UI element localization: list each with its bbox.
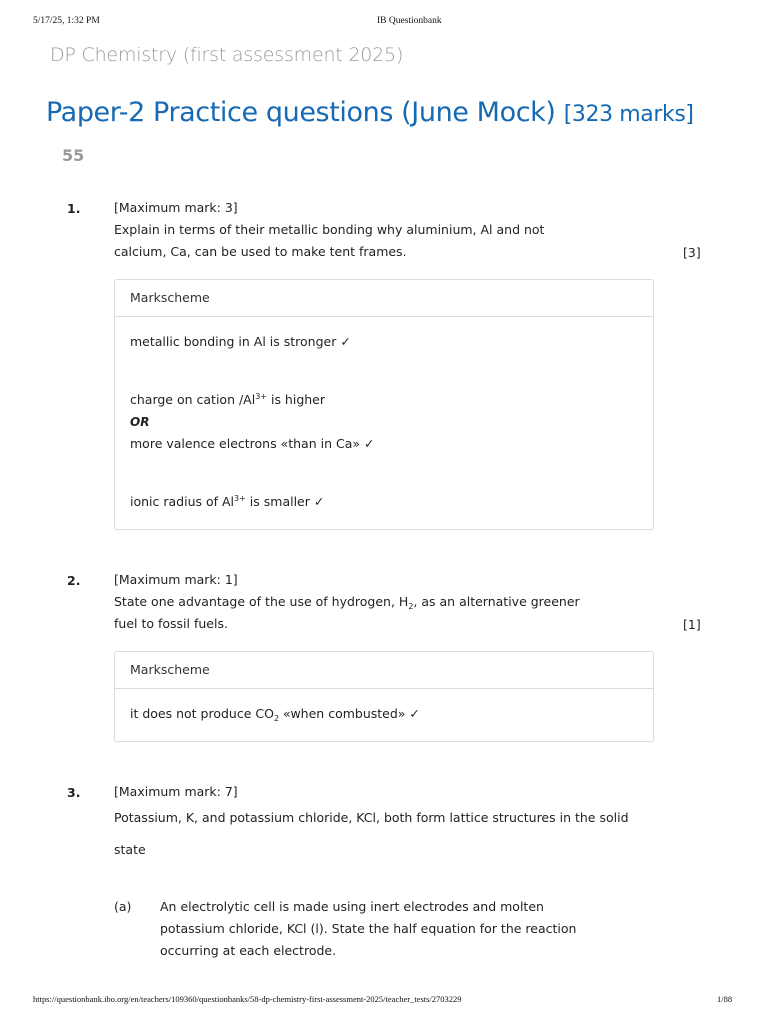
- question-text-line: fuel to fossil fuels.: [114, 616, 228, 631]
- part-text-line: occurring at each electrode.: [160, 943, 337, 958]
- question-marks: [1]: [683, 617, 701, 632]
- or-separator: OR: [130, 415, 150, 429]
- question-text: , as an alternative greener: [413, 594, 580, 609]
- question-number: 2.: [67, 573, 81, 588]
- max-mark: [Maximum mark: 7]: [114, 784, 238, 799]
- markscheme-box: [114, 651, 654, 742]
- question-body: [114, 569, 634, 635]
- superscript: 3+: [255, 392, 267, 401]
- subscript: 2: [408, 602, 414, 611]
- subject-heading: DP Chemistry (first assessment 2025): [50, 44, 404, 66]
- question-number: 3.: [67, 785, 81, 800]
- markscheme-line: more valence electrons «than in Ca» ✓: [130, 436, 375, 451]
- question-text-line: calcium, Ca, can be used to make tent frames.: [114, 244, 407, 259]
- subscript: 2: [273, 714, 280, 723]
- question-marks: [3]: [683, 245, 701, 260]
- question-text-line: Potassium, K, and potassium chloride, KCl, both form lattice structures in the solid: [114, 810, 629, 825]
- question-text-line: [114, 591, 634, 613]
- markscheme-heading: Markscheme: [115, 652, 653, 689]
- print-datetime: 5/17/25, 1:32 PM: [33, 16, 100, 26]
- markscheme-line: [130, 392, 325, 407]
- max-mark: [Maximum mark: 1]: [114, 572, 238, 587]
- superscript: 3+: [234, 494, 246, 503]
- markscheme-text: charge on cation /Al: [130, 392, 256, 407]
- part-body: [160, 896, 640, 962]
- total-marks: [323 marks]: [563, 102, 694, 127]
- title-text: Paper-2 Practice questions (June Mock): [46, 97, 556, 128]
- page-title: [46, 97, 694, 128]
- part-text-line: potassium chloride, KCl (l). State the half equation for the reaction: [160, 921, 577, 936]
- part-label: (a): [114, 899, 132, 914]
- page-number: 1/88: [717, 994, 733, 1004]
- question-number: 1.: [67, 201, 81, 216]
- question-body: [114, 197, 634, 263]
- markscheme-text: is smaller ✓: [245, 494, 325, 509]
- markscheme-text: it does not produce CO: [130, 706, 274, 721]
- question-text-line: Explain in terms of their metallic bonding why aluminium, Al and not: [114, 222, 545, 237]
- markscheme-text: ionic radius of Al: [130, 494, 235, 509]
- markscheme-text: is higher: [267, 392, 326, 407]
- test-number: 55: [62, 146, 85, 165]
- markscheme-box: [114, 279, 654, 530]
- question-text: State one advantage of the use of hydrogen, H: [114, 594, 409, 609]
- print-site-title: IB Questionbank: [377, 16, 442, 26]
- print-url: https://questionbank.ibo.org/en/teachers/109360/questionbanks/58-dp-chemistry-first-assessment-2025/teacher_tests/2703229: [33, 994, 462, 1004]
- markscheme-line: metallic bonding in Al is stronger ✓: [130, 334, 351, 349]
- markscheme-line: [130, 494, 324, 509]
- max-mark: [Maximum mark: 3]: [114, 200, 238, 215]
- part-text-line: An electrolytic cell is made using inert electrodes and molten: [160, 899, 544, 914]
- markscheme-line: [130, 706, 420, 721]
- question-text-line: state: [114, 842, 146, 857]
- markscheme-text: «when combusted» ✓: [279, 706, 420, 721]
- markscheme-heading: Markscheme: [115, 280, 653, 317]
